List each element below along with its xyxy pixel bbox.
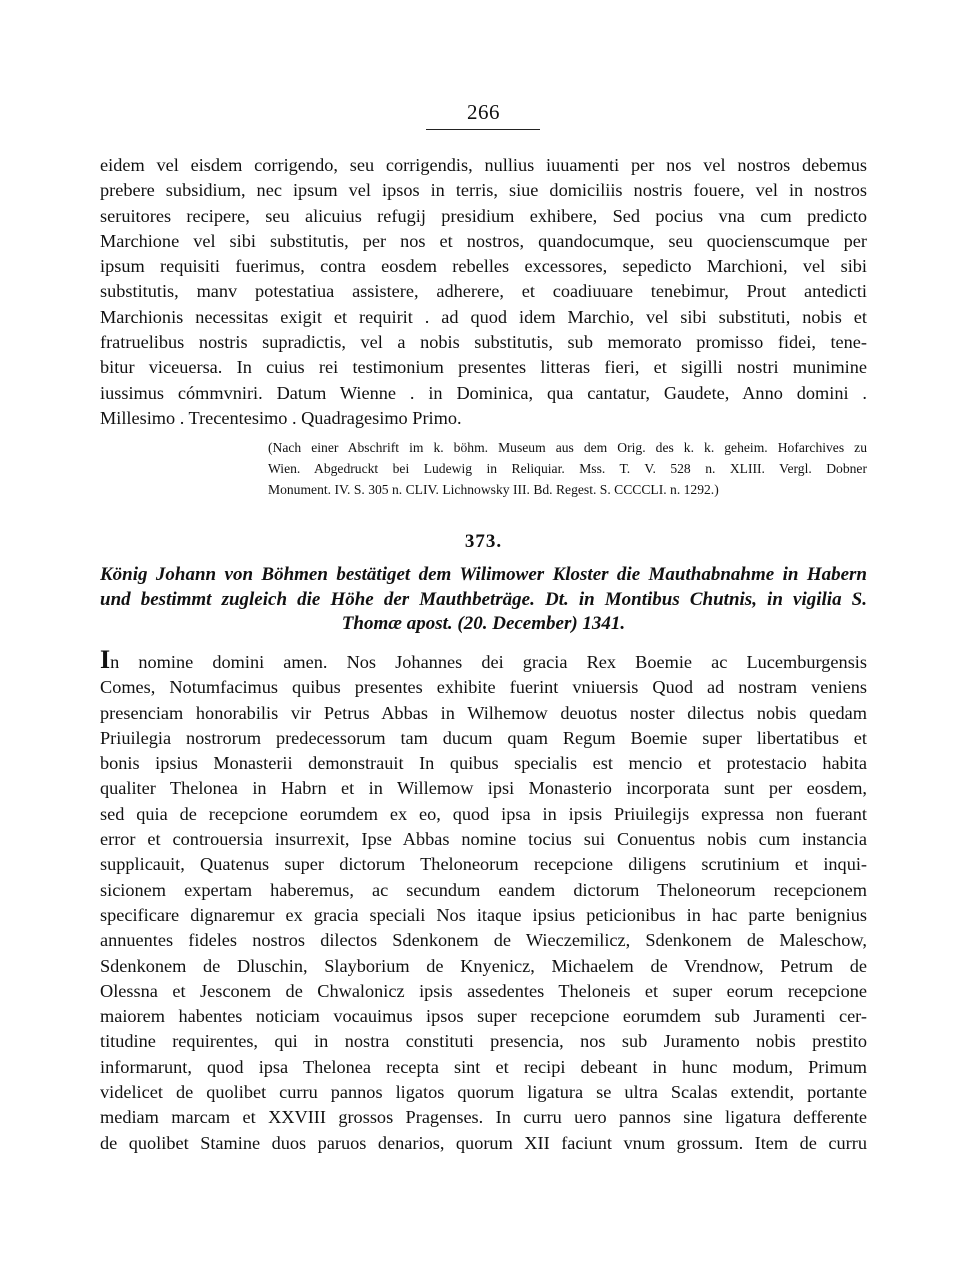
first-line-rest: n nomine domini amen. Nos Johannes dei gracia Rex Boemie ac Lucemburgensis [110, 652, 867, 672]
title-line: König Johann von Böhmen bestätiget dem Wilimower Kloster die Mauthabnahme in Habern [100, 564, 867, 585]
document-page [100, 0, 867, 1284]
source-note-line: (Nach einer Abschrift im k. böhm. Museum aus dem Orig. des k. k. geheim. Hofarchives zu [268, 440, 867, 455]
text-line: Marchione vel sibi substitutis, per nos et nostros, quandocumque, seu quocienscumque per [100, 230, 867, 251]
page-number: 266 [467, 100, 500, 124]
document-title [100, 563, 867, 637]
source-note [268, 437, 867, 500]
text-line: bonis ipsius Monasterii demonstrauit In quibus specialis est mencio et protestacio habita [100, 753, 867, 774]
text-line: substitutis, manv potestatiua assistere, adherere, et coadiuuare tenebimur, Prout antedicti [100, 281, 867, 302]
text-line: qualiter Thelonea in Habrn et in Willemow ipsi Monasterio incorporata sunt per eosdem, [100, 778, 867, 799]
text-line: Sdenkonem de Dluschin, Slayborium de Knyenicz, Michaelem de Vrendnow, Petrum de [100, 955, 867, 976]
text-line: maiorem habentes noticiam vocauimus ipsos super recepcione eorumdem sub Juramenti cer- [100, 1006, 867, 1027]
doc-372-text [100, 153, 867, 431]
text-line: Millesimo . Trecentesimo . Quadragesimo Primo. [100, 407, 462, 428]
text-line: iussimus cómmvniri. Datum Wienne . in Dominica, qua cantatur, Gaudete, Anno domini . [100, 382, 867, 403]
text-line: de quolibet Stamine duos paruos denarios, quorum XII faciunt vnum grossum. Item de curru [100, 1132, 867, 1153]
text-line: Comes, Notumfacimus quibus presentes exhibite fuerint vniuersis Quod ad nostram veniens [100, 677, 867, 698]
document-number: 373. [464, 531, 503, 552]
title-line: und bestimmt zugleich die Höhe der Mauthbeträge. Dt. in Montibus Chutnis, in vigilia S. [100, 588, 867, 610]
text-line: seruitores recipere, seu alicuius refugij presidium exhibere, Sed pocius vna cum predicto [100, 205, 867, 226]
text-line: Olessna et Jesconem de Chwalonicz ipsis assedentes Theloneis et super eorum recepcione [100, 980, 867, 1001]
page-number-container [100, 99, 867, 125]
text-line: specificare dignaremur ex gracia speciali Nos itaque ipsius peticionibus in hac parte benignius [100, 904, 867, 925]
doc-373-text [100, 650, 867, 1156]
text-line: prebere subsidium, nec ipsum vel ipsos in terris, siue domiciliis nostris fouere, vel in nostros [100, 180, 867, 201]
text-line: supplicauit, Quatenus super dictorum Theloneorum recepcione diligens scrutinium et inqui- [100, 854, 867, 875]
text-line: sed quia de recepcione eorumdem ex eo, quod ipsa in ipsis Priuilegijs expressa non fuerant [100, 803, 867, 824]
text-line: presenciam honorabilis vir Petrus Abbas in Wilhemow deuotus noster dilectus nobis quedam [100, 702, 867, 723]
text-line: Marchionis necessitas exigit et requirit . ad quod idem Marchio, vel sibi substituti, nobis et [100, 306, 867, 327]
text-line: sicionem expertam haberemus, ac secundum eandem dictorum Theloneorum recepcionem [100, 879, 867, 900]
source-note-line: Monument. IV. S. 305 n. CLIV. Lichnowsky III. Bd. Regest. S. CCCCLI. n. 1292.) [268, 482, 719, 497]
header-rule [426, 129, 540, 130]
first-text-line [100, 650, 867, 675]
text-line: bitur viceuersa. In cuius rei testimonium presentes litteras fieri, et sigilli nostri munimine [100, 357, 867, 378]
text-line: error et controuersia insurrexit, Ipse Abbas nomine tocius sui Conuentus nobis cum instancia [100, 829, 867, 850]
title-line: Thomæ apost. (20. December) 1341. [341, 613, 626, 634]
text-line: fratruelibus nostris supradictis, vel a nobis substitutis, sub memorato promisso fidei, tene- [100, 332, 867, 353]
text-line: mediam marcam et XXVIII grossos Pragenses. In curru uero pannos sine ligatura defferente [100, 1107, 867, 1128]
text-line: titudine requirentes, qui in nostra constituti presencia, nos sub Juramento nobis prestito [100, 1031, 867, 1052]
text-line: annuentes fideles nostros dilectos Sdenkonem de Wieczemilicz, Sdenkonem de Maleschow, [100, 930, 867, 951]
text-line: eidem vel eisdem corrigendo, seu corrigendis, nullius iuuamenti per nos vel nostros debemus [100, 155, 867, 175]
source-note-line: Wien. Abgedruckt bei Ludewig in Reliquiar. Mss. T. V. 528 n. XLIII. Vergl. Dobner [268, 461, 867, 476]
text-line: ipsum requisiti fuerimus, contra eosdem rebelles excessores, sepedicto Marchioni, vel sibi [100, 256, 867, 277]
drop-initial: I [100, 650, 111, 674]
text-line: informarunt, quod ipsa Thelonea recepta sint et recipi debeant in hunc modum, Primum [100, 1056, 867, 1077]
text-line: videlicet de quolibet curru pannos ligatos quorum ligatura se ultra Scalas extendit, portante [100, 1082, 867, 1103]
text-line: Priuilegia nostrorum predecessorum tam ducum quam Regum Boemie super libertatibus et [100, 727, 867, 748]
